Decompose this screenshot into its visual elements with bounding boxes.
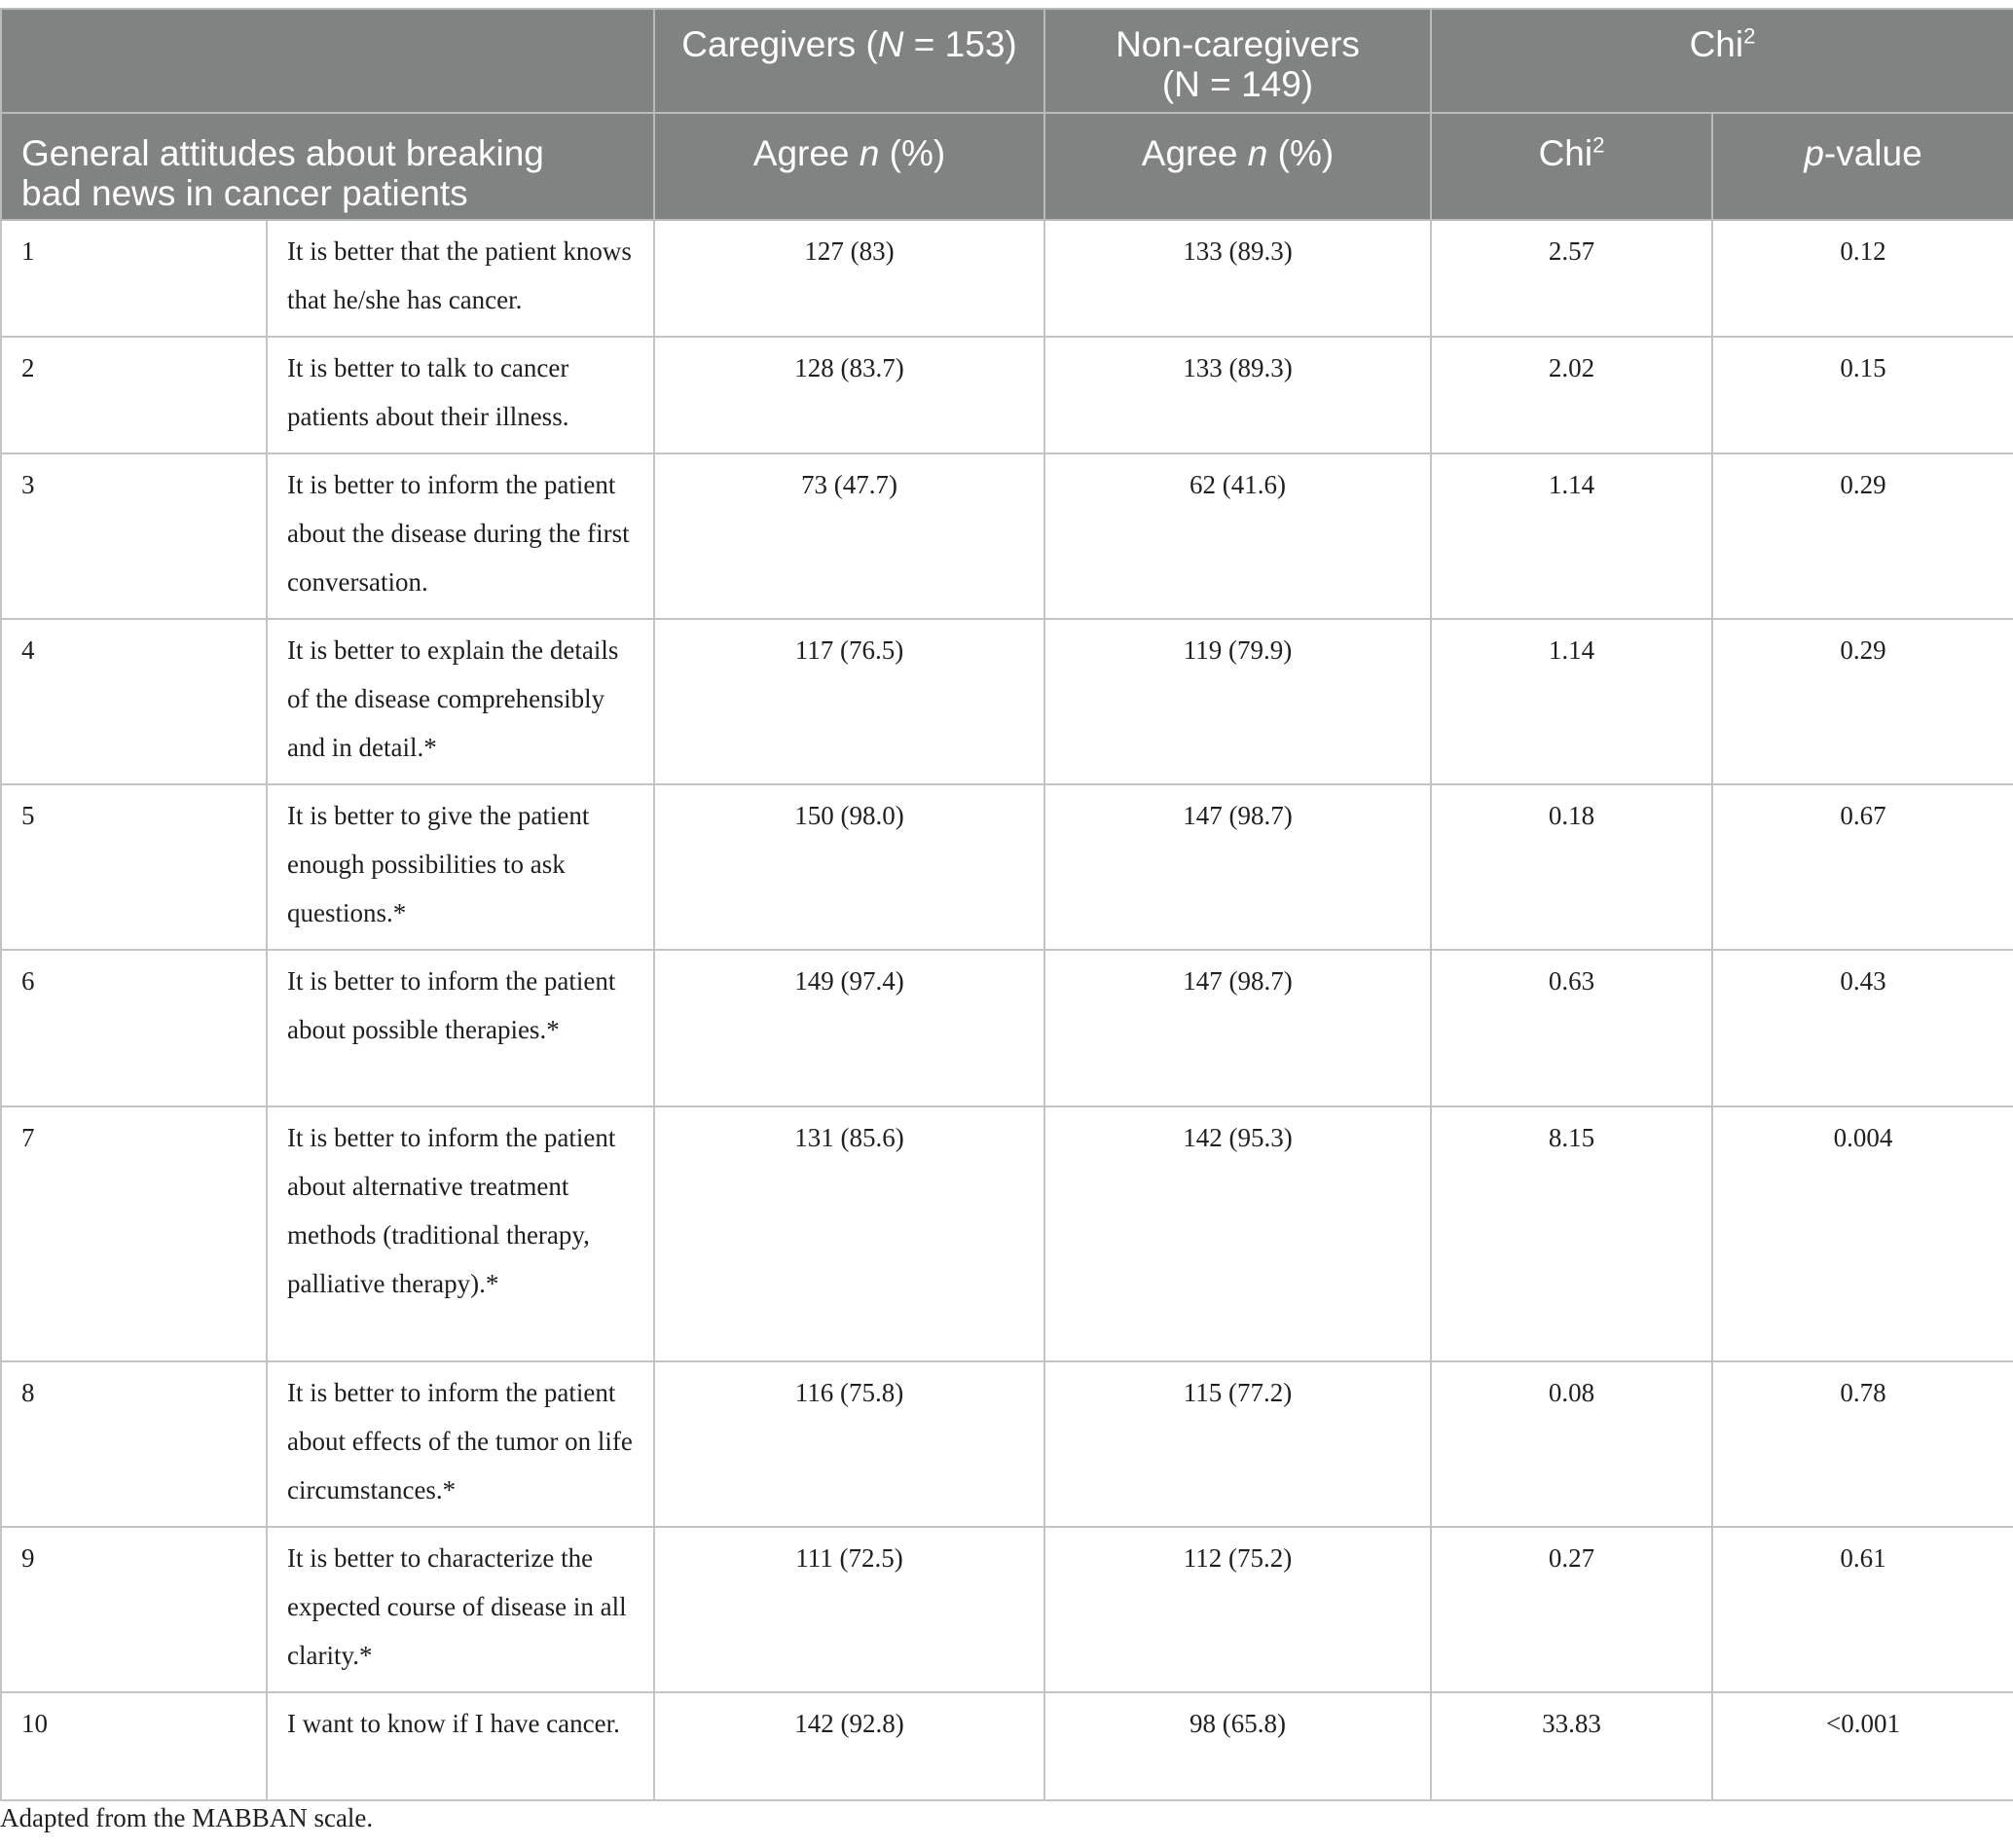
header-attitudes: General attitudes about breaking bad news in cancer patients bbox=[1, 113, 654, 220]
row-chi2: 1.14 bbox=[1431, 453, 1712, 619]
row-p-value: 0.12 bbox=[1712, 220, 2013, 337]
row-statement: It is better to inform the patient about the disease during the first conversation. bbox=[267, 453, 654, 619]
row-statement: It is better to characterize the expected course of disease in all clarity.* bbox=[267, 1527, 654, 1692]
table-footnote: Adapted from the MABBAN scale. bbox=[0, 1803, 374, 1832]
row-number: 6 bbox=[1, 950, 267, 1106]
row-p-value: 0.61 bbox=[1712, 1527, 2013, 1692]
table-row bbox=[1, 337, 2013, 453]
row-p-value: 0.004 bbox=[1712, 1106, 2013, 1361]
row-noncaregivers-agree: 147 (98.7) bbox=[1044, 784, 1431, 950]
row-p-value: 0.78 bbox=[1712, 1361, 2013, 1527]
row-number: 5 bbox=[1, 784, 267, 950]
table-row bbox=[1, 453, 2013, 619]
row-number: 9 bbox=[1, 1527, 267, 1692]
table-body bbox=[1, 220, 2013, 1800]
row-statement: It is better that the patient knows that he/she has cancer. bbox=[267, 220, 654, 337]
row-chi2: 0.27 bbox=[1431, 1527, 1712, 1692]
row-chi2: 2.57 bbox=[1431, 220, 1712, 337]
row-number: 1 bbox=[1, 220, 267, 337]
table-row bbox=[1, 1527, 2013, 1692]
row-chi2: 2.02 bbox=[1431, 337, 1712, 453]
row-p-value: 0.29 bbox=[1712, 619, 2013, 784]
row-statement: It is better to inform the patient about possible therapies.* bbox=[267, 950, 654, 1106]
row-statement: It is better to talk to cancer patients about their illness. bbox=[267, 337, 654, 453]
header-chi2: Chi$^2$ bbox=[1431, 113, 1712, 220]
table-row bbox=[1, 1361, 2013, 1527]
row-noncaregivers-agree: 62 (41.6) bbox=[1044, 453, 1431, 619]
row-caregivers-agree: 73 (47.7) bbox=[654, 453, 1044, 619]
row-p-value: 0.43 bbox=[1712, 950, 2013, 1106]
row-noncaregivers-agree: 133 (89.3) bbox=[1044, 220, 1431, 337]
table-row bbox=[1, 1692, 2013, 1800]
header-row-groups bbox=[1, 9, 2013, 113]
row-number: 7 bbox=[1, 1106, 267, 1361]
row-statement: It is better to inform the patient about effects of the tumor on life circumstances.* bbox=[267, 1361, 654, 1527]
row-caregivers-agree: 128 (83.7) bbox=[654, 337, 1044, 453]
row-noncaregivers-agree: 98 (65.8) bbox=[1044, 1692, 1431, 1800]
row-caregivers-agree: 131 (85.6) bbox=[654, 1106, 1044, 1361]
row-p-value: <0.001 bbox=[1712, 1692, 2013, 1800]
table-row bbox=[1, 950, 2013, 1106]
header-agree-noncaregivers: Agree n (%) bbox=[1044, 113, 1431, 220]
row-number: 4 bbox=[1, 619, 267, 784]
row-number: 8 bbox=[1, 1361, 267, 1527]
row-noncaregivers-agree: 147 (98.7) bbox=[1044, 950, 1431, 1106]
row-chi2: 0.08 bbox=[1431, 1361, 1712, 1527]
row-chi2: 0.63 bbox=[1431, 950, 1712, 1106]
header-caregivers: Caregivers (N = 153) bbox=[654, 9, 1044, 113]
row-noncaregivers-agree: 119 (79.9) bbox=[1044, 619, 1431, 784]
row-number: 3 bbox=[1, 453, 267, 619]
row-chi2: 1.14 bbox=[1431, 619, 1712, 784]
row-number: 10 bbox=[1, 1692, 267, 1800]
row-statement: It is better to give the patient enough possibilities to ask questions.* bbox=[267, 784, 654, 950]
row-caregivers-agree: 117 (76.5) bbox=[654, 619, 1044, 784]
table-row bbox=[1, 619, 2013, 784]
row-chi2: 0.18 bbox=[1431, 784, 1712, 950]
row-caregivers-agree: 142 (92.8) bbox=[654, 1692, 1044, 1800]
header-chi-group: Chi$^2$ bbox=[1431, 9, 2013, 113]
row-noncaregivers-agree: 142 (95.3) bbox=[1044, 1106, 1431, 1361]
row-caregivers-agree: 111 (72.5) bbox=[654, 1527, 1044, 1692]
row-caregivers-agree: 150 (98.0) bbox=[654, 784, 1044, 950]
row-statement: It is better to inform the patient about alternative treatment methods (traditional therapy, palliative therapy).* bbox=[267, 1106, 654, 1361]
row-noncaregivers-agree: 112 (75.2) bbox=[1044, 1527, 1431, 1692]
row-chi2: 8.15 bbox=[1431, 1106, 1712, 1361]
row-p-value: 0.15 bbox=[1712, 337, 2013, 453]
header-p-value: p-value bbox=[1712, 113, 2013, 220]
row-noncaregivers-agree: 133 (89.3) bbox=[1044, 337, 1431, 453]
header-empty-cell bbox=[1, 9, 654, 113]
row-chi2: 33.83 bbox=[1431, 1692, 1712, 1800]
table-row bbox=[1, 220, 2013, 337]
row-caregivers-agree: 116 (75.8) bbox=[654, 1361, 1044, 1527]
row-number: 2 bbox=[1, 337, 267, 453]
table-row bbox=[1, 784, 2013, 950]
row-caregivers-agree: 127 (83) bbox=[654, 220, 1044, 337]
row-p-value: 0.29 bbox=[1712, 453, 2013, 619]
attitudes-table bbox=[0, 8, 2013, 1801]
table-row bbox=[1, 1106, 2013, 1361]
row-statement: It is better to explain the details of the disease comprehensibly and in detail.* bbox=[267, 619, 654, 784]
row-p-value: 0.67 bbox=[1712, 784, 2013, 950]
row-statement: I want to know if I have cancer. bbox=[267, 1692, 654, 1800]
header-agree-caregivers: Agree n (%) bbox=[654, 113, 1044, 220]
row-noncaregivers-agree: 115 (77.2) bbox=[1044, 1361, 1431, 1527]
header-row-columns bbox=[1, 113, 2013, 220]
row-caregivers-agree: 149 (97.4) bbox=[654, 950, 1044, 1106]
header-noncaregivers: Non-caregivers (N = 149) bbox=[1044, 9, 1431, 113]
